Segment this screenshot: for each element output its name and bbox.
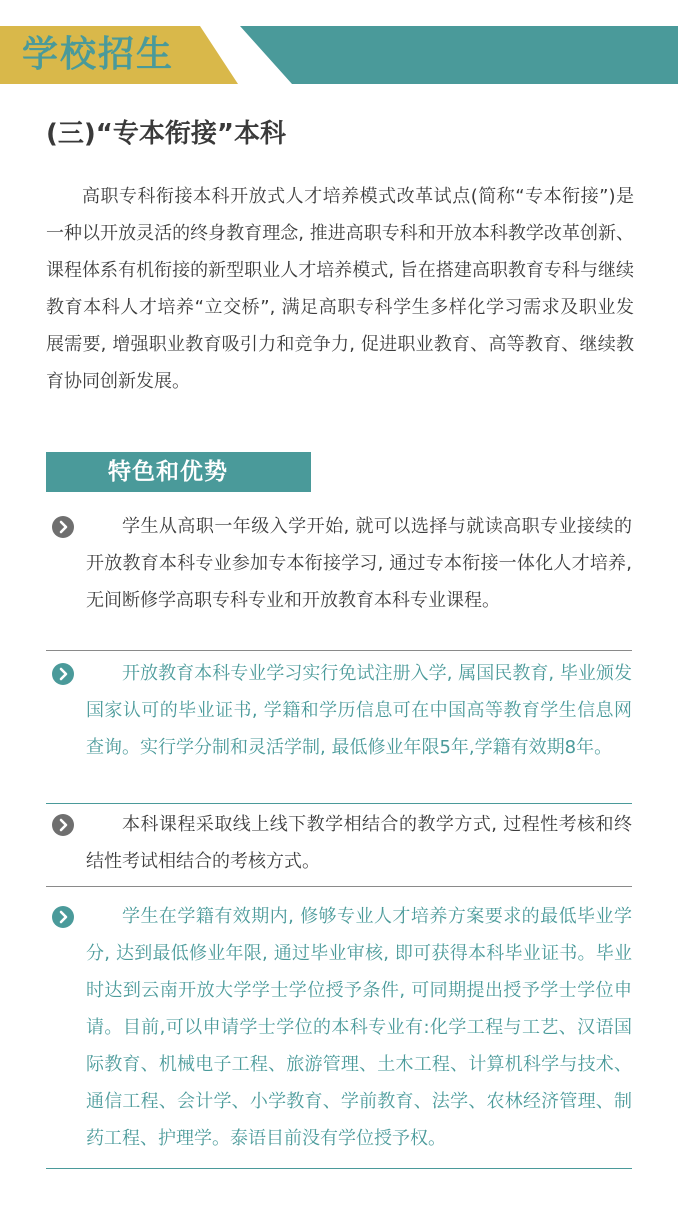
feature-item-text: 学生从高职一年级入学开始, 就可以选择与就读高职专业接续的开放教育本科专业参加专本衔接学习, 通过专本衔接一体化人才培养, 无间断修学高职专科专业和开放教育本科专业课程。 — [86, 516, 632, 611]
divider — [46, 803, 632, 804]
chevron-right-icon — [52, 663, 74, 685]
feature-item-text: 开放教育本科专业学习实行免试注册入学, 属国民教育, 毕业颁发国家认可的毕业证书, 学籍和学历信息可在中国高等教育学生信息网查询。实行学分制和灵活学制, 最低修业年限5年,学籍有效期8年。 — [86, 663, 632, 758]
divider — [46, 650, 632, 651]
feature-item-text: 学生在学籍有效期内, 修够专业人才培养方案要求的最低毕业学分, 达到最低修业年限, 通过毕业审核, 即可获得本科毕业证书。毕业时达到云南开放大学学士学位授予条件, 可同期提出授予学士学位申请。目前,可以申请学士学位的本科专业有:化学工程与工艺、汉语国际教育、机械电子工程、旅游管理、土木工程、计算机科学与技术、通信工程、会计学、小学教育、学前教育、法学、农林经济管理、制药工程、护理学。泰语目前没有学位授予权。 — [86, 906, 632, 1149]
section-heading: (三)“专本衔接”本科 — [46, 119, 286, 149]
feature-item-1 — [46, 508, 632, 619]
features-title: 特色和优势 — [108, 459, 228, 485]
chevron-right-icon — [52, 906, 74, 928]
header-teal-block — [240, 26, 678, 84]
chevron-right-icon — [52, 814, 74, 836]
divider — [46, 886, 632, 887]
header-banner — [0, 26, 678, 84]
chevron-right-icon — [52, 516, 74, 538]
header-title: 学校招生 — [22, 34, 175, 75]
feature-item-4 — [46, 898, 632, 1157]
divider — [46, 1168, 632, 1169]
feature-item-text: 本科课程采取线上线下教学相结合的教学方式, 过程性考核和终结性考试相结合的考核方式。 — [86, 814, 632, 872]
feature-item-3 — [46, 806, 632, 880]
intro-paragraph: 高职专科衔接本科开放式人才培养模式改革试点(简称“专本衔接”)是一种以开放灵活的终身教育理念, 推进高职专科和开放本科教学改革创新、课程体系有机衔接的新型职业人才培养模式, 旨在搭建高职教育专科与继续教育本科人才培养“立交桥”, 满足高职专科学生多样化学习需求及职业发展需要, 增强职业教育吸引力和竞争力, 促进职业教育、高等教育、继续教育协同创新发展。 — [46, 186, 634, 392]
features-banner — [46, 452, 311, 492]
feature-item-2 — [46, 655, 632, 766]
